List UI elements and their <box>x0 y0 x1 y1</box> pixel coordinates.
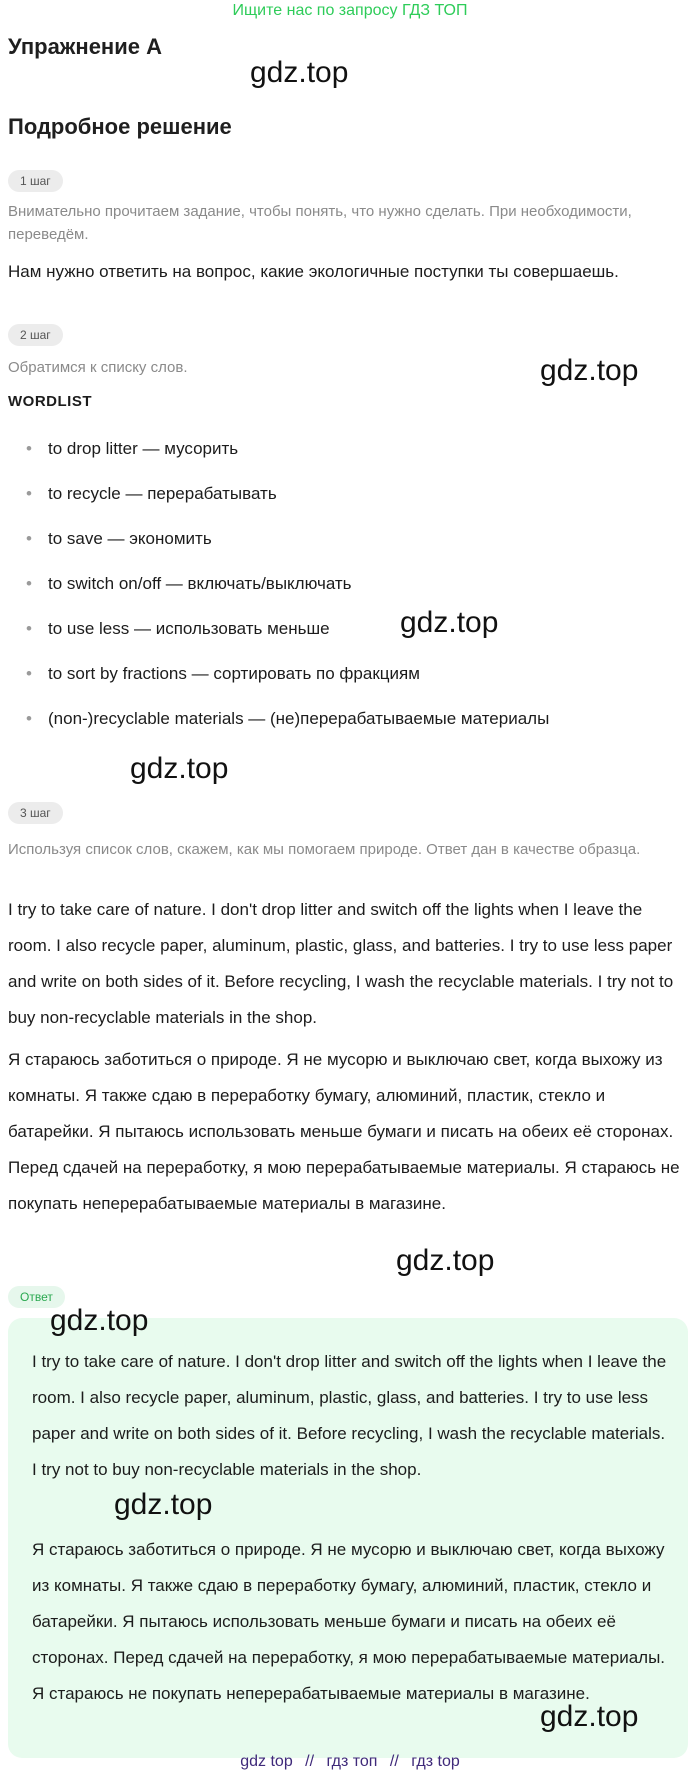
footer-links <box>0 1753 700 1771</box>
step-3-russian-text: Я стараюсь заботиться о природе. Я не мусорю и выключаю свет, когда выхожу из комнаты. Я также сдаю в переработку бумагу, алюминий, пластик, стекло и батарейки. Я пытаюсь использовать меньше бумаги и писать на обеих её сторонах. Перед сдачей на переработку, я мою перерабатываемые материалы. Я стараюсь не покупать неперерабатываемые материалы в магазине. <box>8 1050 680 1213</box>
step-3-english-text: I try to take care of nature. I don't drop litter and switch off the lights when I leave the room. I also recycle paper, aluminum, plastic, glass, and batteries. I try to use less paper and write on both sides of it. Before recycling, I wash the recyclable materials. I try not to buy non-recyclable materials in the shop. <box>8 900 674 1027</box>
word-entry: to use less — использовать меньше <box>48 619 330 638</box>
list-item <box>8 663 549 708</box>
footer-link[interactable]: гдз топ <box>326 1753 378 1770</box>
step-1-text: Нам нужно ответить на вопрос, какие экологичные поступки ты совершаешь. <box>8 262 619 281</box>
bullet-icon: • <box>26 619 32 638</box>
answer-badge: Ответ <box>8 1286 65 1308</box>
step-2-hint: Обратимся к списку слов. <box>8 359 188 376</box>
answer-box <box>8 1318 688 1758</box>
exercise-title: Упражнение A <box>8 34 162 59</box>
wordlist <box>8 438 549 753</box>
answer-english-text: I try to take care of nature. I don't drop litter and switch off the lights when I leave the room. I also recycle paper, aluminum, plastic, glass, and batteries. I try to use less paper and write on both sides of it. Before recycling, I wash the recyclable materials. I try not to buy non-recyclable materials in the shop. <box>32 1352 667 1479</box>
bullet-icon: • <box>26 574 32 593</box>
answer-russian-text: Я стараюсь заботиться о природе. Я не мусорю и выключаю свет, когда выхожу из комнаты. Я также сдаю в переработку бумагу, алюминий, пластик, стекло и батарейки. Я пытаюсь использовать меньше бумаги и писать на обеих её сторонах. Перед сдачей на переработку, я мою перерабатываемые материалы. Я стараюсь не покупать неперерабатываемые материалы в магазине. <box>32 1540 666 1703</box>
watermark: gdz.top <box>114 1488 213 1521</box>
bullet-icon: • <box>26 709 32 728</box>
list-item <box>8 708 549 753</box>
word-entry: to switch on/off — включать/выключать <box>48 574 352 593</box>
step-1-hint: Внимательно прочитаем задание, чтобы понять, что нужно сделать. При необходимости, переведём. <box>8 203 632 243</box>
list-item <box>8 483 549 528</box>
step-3-hint: Используя список слов, скажем, как мы помогаем природе. Ответ дан в качестве образца. <box>8 841 641 858</box>
bullet-icon: • <box>26 529 32 548</box>
watermark: gdz.top <box>396 1244 495 1277</box>
step-3-badge: 3 шаг <box>8 802 63 824</box>
watermark: gdz.top <box>540 354 639 387</box>
top-banner[interactable]: Ищите нас по запросу ГДЗ ТОП <box>232 2 468 19</box>
word-entry: to recycle — перерабатывать <box>48 484 277 503</box>
footer-separator: // <box>305 1753 315 1770</box>
watermark: gdz.top <box>130 752 229 785</box>
list-item <box>8 438 549 483</box>
footer-separator: // <box>389 1753 399 1770</box>
solution-heading: Подробное решение <box>8 114 232 139</box>
footer-link[interactable]: гдз top <box>411 1753 460 1770</box>
watermark: gdz.top <box>50 1304 149 1337</box>
step-1-badge: 1 шаг <box>8 170 63 192</box>
bullet-icon: • <box>26 484 32 503</box>
watermark: gdz.top <box>250 56 349 89</box>
watermark: gdz.top <box>400 606 499 639</box>
word-entry: to drop litter — мусорить <box>48 439 239 458</box>
footer-link[interactable]: gdz top <box>240 1753 293 1770</box>
list-item <box>8 528 549 573</box>
step-2-badge: 2 шаг <box>8 324 63 346</box>
bullet-icon: • <box>26 439 32 458</box>
word-entry: (non-)recyclable materials — (не)перерабатываемые материалы <box>48 709 550 728</box>
wordlist-title: WORDLIST <box>8 393 92 410</box>
bullet-icon: • <box>26 664 32 683</box>
word-entry: to save — экономить <box>48 529 212 548</box>
watermark: gdz.top <box>540 1700 639 1733</box>
word-entry: to sort by fractions — сортировать по фракциям <box>48 664 420 683</box>
